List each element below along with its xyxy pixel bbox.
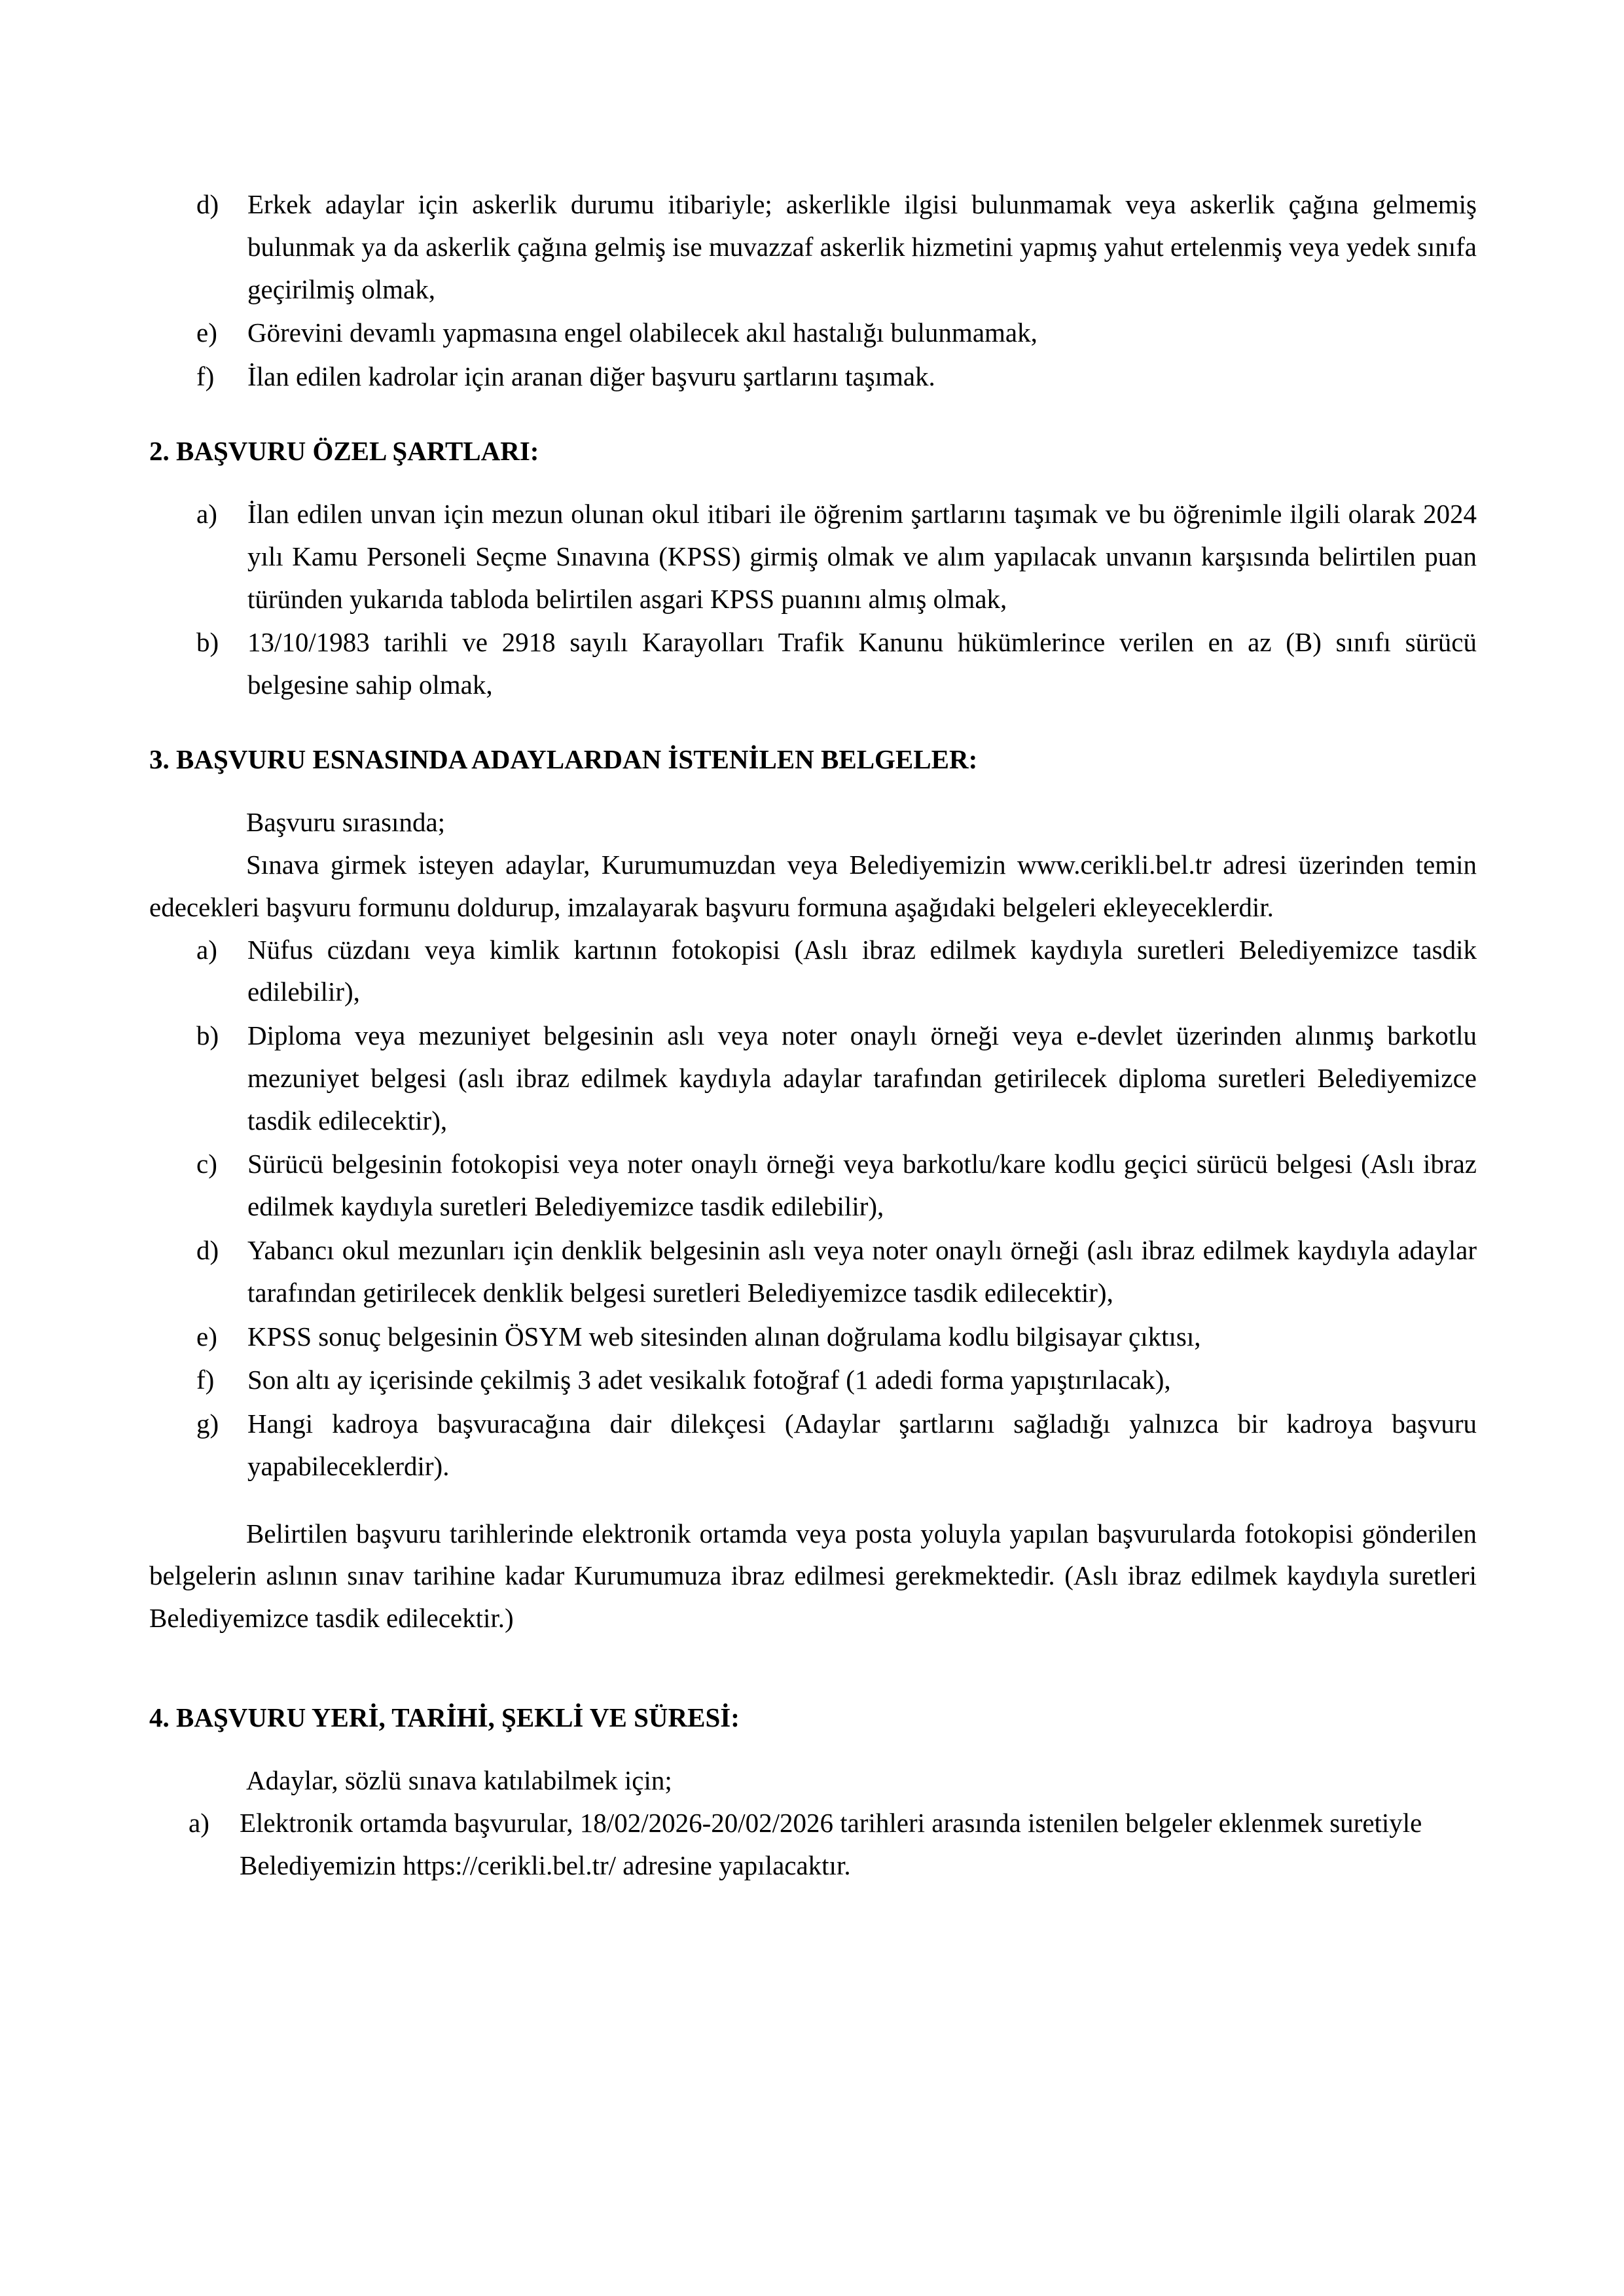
list-item-text: 13/10/1983 tarihli ve 2918 sayılı Karayolları Trafik Kanunu hükümlerince verilen en az (B) sınıfı sürücü belgesine sahip olmak,: [247, 627, 1477, 700]
list-marker: f): [196, 1365, 215, 1395]
list-item: [196, 1229, 1477, 1314]
spacer: [149, 1640, 1477, 1700]
section-3-lead: Başvuru sırasında;: [246, 807, 446, 838]
list-item: [196, 1316, 1477, 1358]
list-item-text: KPSS sonuç belgesinin ÖSYM web sitesinden alınan doğrulama kodlu bilgisayar çıktısı,: [247, 1321, 1201, 1352]
section-2-list: [196, 493, 1477, 706]
spacer: [149, 469, 1477, 493]
list-marker: b): [196, 1020, 219, 1051]
list-item-text: Görevini devamlı yapmasına engel olabilecek akıl hastalığı bulunmamak,: [247, 317, 1038, 348]
list-marker: e): [196, 317, 217, 348]
list-item-text: Son altı ay içerisinde çekilmiş 3 adet vesikalık fotoğraf (1 adedi forma yapıştırılacak),: [247, 1365, 1171, 1395]
list-item-text: Diploma veya mezuniyet belgesinin aslı veya noter onaylı örneği veya e-devlet üzerinden alınmış barkotlu mezuniyet belgesi (aslı ibraz edilmek kaydıyla adaylar tarafından getirilecek diploma suretleri Belediyemizce tasdik edilecektir),: [247, 1020, 1477, 1136]
section-3-list: [196, 929, 1477, 1488]
page-content: [149, 183, 1477, 1888]
list-item: [196, 312, 1477, 354]
list-item: [196, 929, 1477, 1014]
list-marker: a): [196, 934, 217, 965]
list-item-text: Elektronik ortamda başvurular, 18/02/2026-20/02/2026 tarihleri arasında istenilen belgeler eklenmek suretiyle Belediyemizin https://cerikli.bel.tr/ adresine yapılacaktır.: [240, 1808, 1422, 1880]
section-3-intro-paragraph: Sınava girmek isteyen adaylar, Kurumumuzdan veya Belediyemizin www.cerikli.bel.tr adresi üzerinden temin edecekleri başvuru formunu doldurup, imzalayarak başvuru formuna aşağıdaki belgeleri ekleyeceklerdir.: [149, 850, 1477, 922]
list-item-text: Nüfus cüzdanı veya kimlik kartının fotokopisi (Aslı ibraz edilmek kaydıyla suretleri Belediyemizce tasdik edilebilir),: [247, 934, 1477, 1007]
list-item-text: Erkek adaylar için askerlik durumu itibariyle; askerlikle ilgisi bulunmamak veya askerlik çağına gelmemiş bulunmak ya da askerlik çağına gelmiş ise muvazzaf askerlik hizmetini yapmış yahut ertelenmiş veya yedek sınıfa geçirilmiş olmak,: [247, 189, 1477, 304]
list-marker: g): [196, 1408, 219, 1439]
list-item: [189, 1802, 1477, 1887]
list-item-text: Sürücü belgesinin fotokopisi veya noter onaylı örneği veya barkotlu/kare kodlu geçici sürücü belgesi (Aslı ibraz edilmek kaydıyla suretleri Belediyemizce tasdik edilebilir),: [247, 1149, 1477, 1222]
list-marker: d): [196, 1235, 219, 1265]
list-item: [196, 183, 1477, 310]
section-3-heading: 3. BAŞVURU ESNASINDA ADAYLARDAN İSTENİLEN BELGELER:: [149, 744, 978, 774]
list-marker: d): [196, 189, 219, 219]
list-marker: c): [196, 1149, 217, 1179]
spacer: [149, 1736, 1477, 1759]
list-item: [196, 493, 1477, 620]
list-marker: a): [189, 1808, 209, 1838]
list-marker: e): [196, 1321, 217, 1352]
list-marker: f): [196, 361, 215, 392]
list-item: [196, 621, 1477, 706]
section-4-heading: 4. BAŞVURU YERİ, TARİHİ, ŞEKLİ VE SÜRESİ:: [149, 1702, 740, 1732]
list-item: [196, 1143, 1477, 1228]
list-item-text: İlan edilen kadrolar için aranan diğer başvuru şartlarını taşımak.: [247, 361, 935, 392]
list-item-text: Hangi kadroya başvuracağına dair dilekçesi (Adaylar şartlarını sağladığı yalnızca bir kadroya başvuru yapabileceklerdir).: [247, 1408, 1477, 1481]
list-item: [196, 1014, 1477, 1141]
list-marker: a): [196, 499, 217, 529]
section-4-list: [189, 1802, 1477, 1887]
section-2-heading: 2. BAŞVURU ÖZEL ŞARTLARI:: [149, 435, 539, 466]
section-1-list: [196, 183, 1477, 398]
spacer: [149, 1489, 1477, 1513]
section-4-lead: Adaylar, sözlü sınava katılabilmek için;: [246, 1765, 672, 1796]
list-item: [196, 1403, 1477, 1488]
section-3-closing-paragraph: Belirtilen başvuru tarihlerinde elektronik ortamda veya posta yoluyla yapılan başvurularda fotokopisi gönderilen belgelerin aslının sınav tarihine kadar Kurumumuza ibraz edilmesi gerekmektedir. (Aslı ibraz edilmek kaydıyla suretleri Belediyemizce tasdik edilecektir.): [149, 1518, 1477, 1634]
list-item: [196, 1359, 1477, 1401]
spacer: [149, 708, 1477, 742]
list-item-text: İlan edilen unvan için mezun olunan okul itibari ile öğrenim şartlarını taşımak ve bu öğrenimle ilgili olarak 2024 yılı Kamu Personeli Seçme Sınavına (KPSS) girmiş olmak ve alım yapılacak unvanın karşısında belirtilen puan türünden yukarıda tabloda belirtilen asgari KPSS puanını almış olmak,: [247, 499, 1477, 614]
spacer: [149, 778, 1477, 801]
spacer: [149, 399, 1477, 433]
list-marker: b): [196, 627, 219, 658]
list-item-text: Yabancı okul mezunları için denklik belgesinin aslı veya noter onaylı örneği (aslı ibraz edilmek kaydıyla adaylar tarafından getirilecek denklik belgesi suretleri Belediyemizce tasdik edilecektir),: [247, 1235, 1477, 1308]
list-item: [196, 355, 1477, 398]
